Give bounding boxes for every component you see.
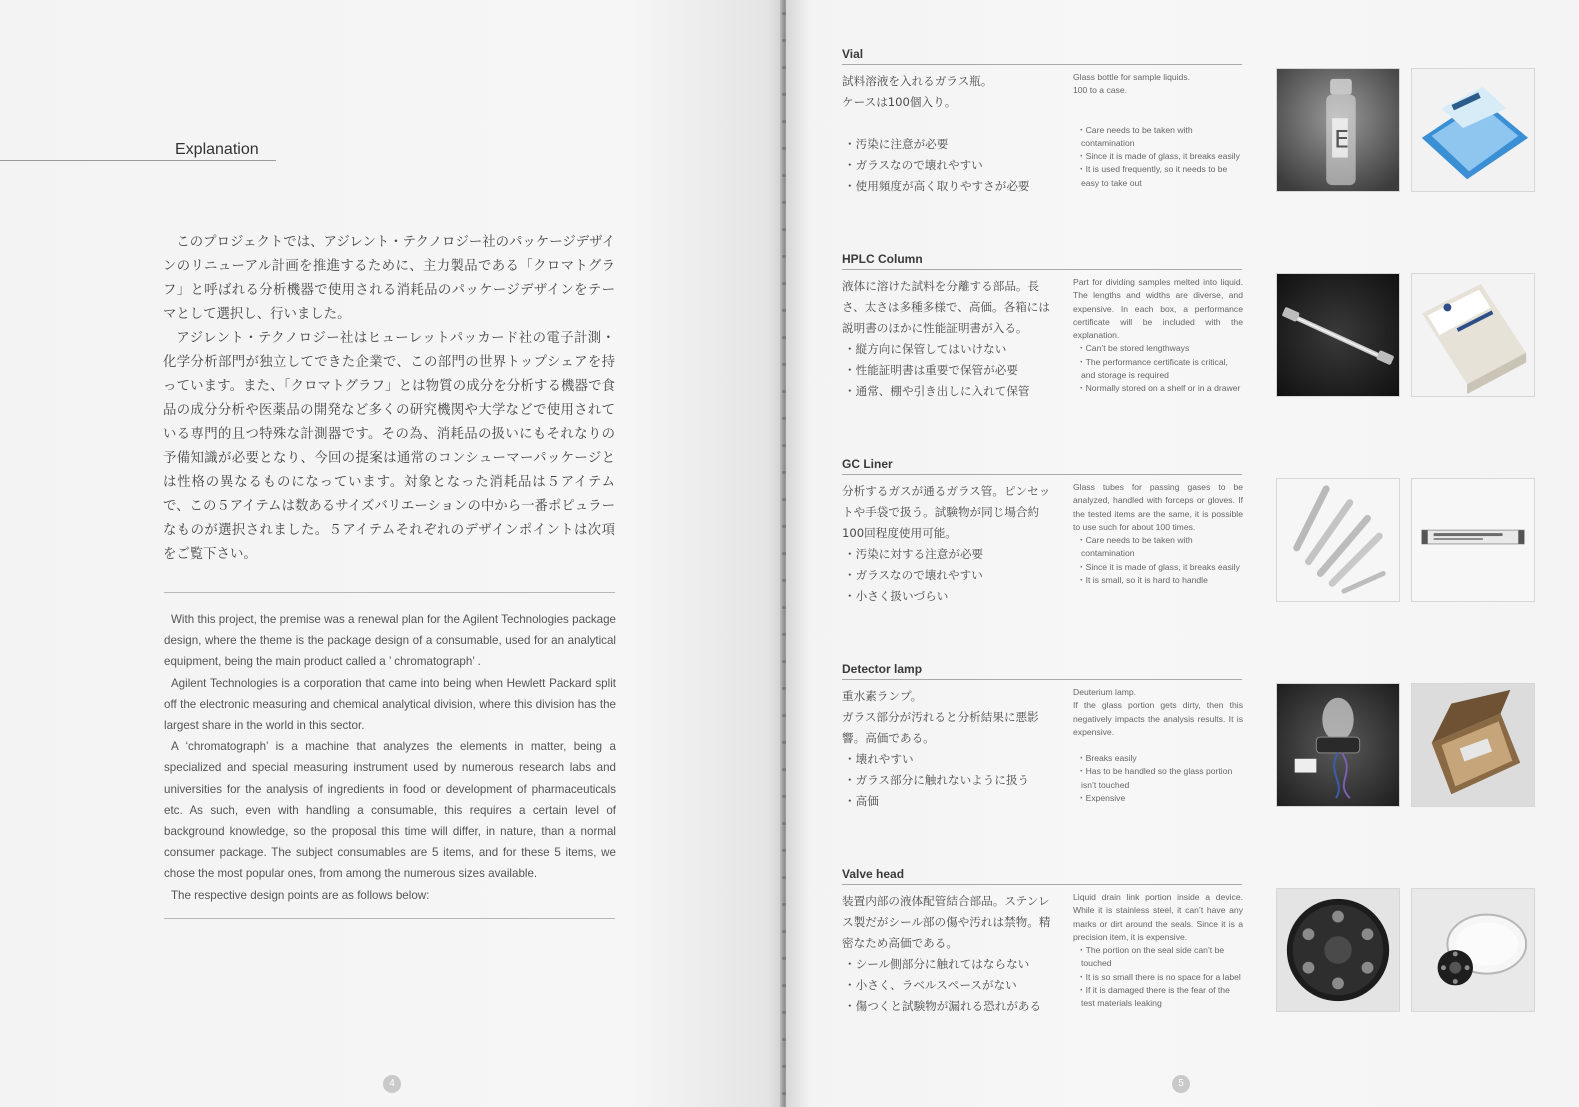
en-desc-line: Deuterium lamp. (1073, 687, 1137, 697)
vial-case-photo (1411, 68, 1535, 192)
en-paragraph: A ‘chromatograph’ is a machine that analyzes the elements in matter, being a specialized and special measuring instrument used by numerous research labs and universities for the analysis of ingredients in food or development of pharmaceuticals etc. As such, even with handling a consumable, this requires a certain level of background knowledge, so the proposal this time will differ, in nature, than a normal consumer package. The subject consumables are 5 items, and for these 5 items, we chose the most popular ones, from among the numerous sizes available. (164, 740, 616, 881)
divider-bottom (164, 918, 615, 919)
en-point: ・Care needs to be taken with contamination (1077, 124, 1193, 148)
valve-head-case-photo (1411, 888, 1535, 1012)
section-heading: Explanation (175, 141, 259, 158)
item-japanese-text (842, 481, 1052, 607)
item-gc-liner (842, 457, 1542, 647)
jp-desc-line: 重水素ランプ。 (842, 689, 923, 703)
en-desc-line: Part for dividing samples melted into liquid. The lengths and widths are diverse, and expensive. In each box, a performance certificate will be included with the explanation. (1073, 277, 1243, 341)
item-japanese-text (842, 71, 1052, 197)
item-japanese-text (842, 686, 1052, 812)
valve-head-photo (1276, 888, 1400, 1012)
en-point: ・Expensive (1077, 793, 1126, 804)
divider-top (164, 592, 615, 593)
jp-desc-line: 分析するガスが通るガラス管。ピンセットや手袋で扱う。試験物が同じ場合約100回程度使用可能。 (842, 484, 1051, 540)
jp-desc-line: 液体に溶けた試料を分離する部品。長さ、太さは多種多様で、高価。各箱には説明書のほかに性能証明書が入る。 (842, 279, 1050, 335)
jp-point: ・壊れやすい (844, 752, 914, 766)
en-point: ・If it is damaged there is the fear of the test materials leaking (1077, 985, 1230, 1009)
vial-bottle-photo (1276, 68, 1400, 192)
jp-paragraph: アジレント・テクノロジー社はヒューレットパッカード社の電子計測・化学分析部門が独立してできた企業で、この部門の世界トップシェアを持っています。また、「クロマトグラフ」とは物質の成分を分析する機器で食品の成分分析や医薬品の開発など多くの研究機関や大学などで使用されている専門的且つ特殊な計測器です。その為、消耗品の扱いにもそれなりの予備知識が必要となり、今回の提案は通常のコンシューマーパッケージとは性格の異なるものになっています。対象となった消耗品は５アイテムで、この５アイテムは数あるサイズバリエーションの中から一番ポピュラーなものが選択されました。５アイテムそれぞれのデザインポイントは次項をご覧下さい。 (163, 331, 615, 562)
left-page (0, 0, 784, 1107)
jp-point: ・ガラスなので壊れやすい (844, 158, 983, 172)
jp-point: ・小さく扱いづらい (844, 589, 949, 603)
en-point: ・Can’t be stored lengthways (1077, 343, 1190, 354)
svg-text:E: E (1334, 125, 1349, 154)
en-point: ・It is used frequently, so it needs to be easy to take out (1077, 164, 1228, 188)
gc-liner-tubes-photo (1276, 478, 1400, 602)
item-english-text (1073, 71, 1243, 190)
item-english-text (1073, 276, 1243, 396)
jp-desc-line: 試料溶液を入れるガラス瓶。 (842, 74, 993, 88)
en-paragraph: Agilent Technologies is a corporation that came into being when Hewlett Packard split off the electronic measuring and chemical analytical division, where this division has the largest share in the world in this sector. (164, 676, 616, 733)
jp-point: ・性能証明書は重要で保管が必要 (844, 363, 1018, 377)
jp-desc-line: ケースは100個入り。 (842, 95, 957, 109)
jp-point: ・高価 (844, 794, 879, 808)
item-vial (842, 47, 1542, 237)
item-japanese-text (842, 891, 1052, 1017)
item-english-text (1073, 686, 1243, 805)
item-rule (842, 679, 1242, 680)
en-point: ・Breaks easily (1077, 753, 1137, 764)
en-desc-line: Glass bottle for sample liquids. (1073, 72, 1191, 82)
item-english-text (1073, 891, 1243, 1011)
item-detector-lamp (842, 662, 1542, 852)
page-number-right: 5 (1172, 1075, 1190, 1093)
en-desc-line: Glass tubes for passing gases to be analyzed, handled with forceps or gloves. If the tested items are the same, it is possible to use such for about 100 times. (1073, 482, 1243, 532)
en-point: ・Care needs to be taken with contamination (1077, 535, 1193, 559)
english-intro (164, 609, 616, 906)
item-title: Valve head (842, 867, 905, 881)
item-rule (842, 884, 1242, 885)
item-japanese-text (842, 276, 1052, 402)
jp-point: ・汚染に注意が必要 (844, 137, 949, 151)
jp-desc-line: 装置内部の液体配管結合部品。ステンレス製だがシール部の傷や汚れは禁物。精密なため高価である。 (842, 894, 1051, 950)
item-valve-head (842, 867, 1542, 1057)
en-point: ・Has to be handled so the glass portion isn’t touched (1077, 766, 1233, 790)
en-point: ・It is small, so it is hard to handle (1077, 575, 1208, 586)
en-paragraph: The respective design points are as follows below: (170, 888, 430, 902)
item-hplc-column (842, 252, 1542, 442)
en-point: ・Since it is made of glass, it breaks easily (1077, 151, 1240, 162)
hplc-column-photo (1276, 273, 1400, 397)
en-desc-line: Liquid drain link portion inside a device. While it is stainless steel, it can’t have any marks or dirt around the seals. Since it is a precision item, it is expensive. (1073, 892, 1243, 942)
item-english-text (1073, 481, 1243, 587)
jp-point: ・汚染に対する注意が必要 (844, 547, 984, 561)
jp-point: ・シール側部分に触れてはならない (844, 957, 1030, 971)
en-point: ・Normally stored on a shelf or in a drawer (1077, 383, 1241, 394)
item-rule (842, 269, 1242, 270)
en-desc-line: If the glass portion gets dirty, then this negatively impacts the analysis results. It is expensive. (1073, 700, 1243, 737)
page-number-left: 4 (383, 1075, 401, 1093)
detector-lamp-box-photo (1411, 683, 1535, 807)
item-title: Vial (842, 47, 864, 61)
jp-point: ・通常、棚や引き出しに入れて保管 (844, 384, 1030, 398)
jp-point: ・傷つくと試験物が漏れる恐れがある (844, 999, 1042, 1013)
item-title: Detector lamp (842, 662, 923, 676)
detector-lamp-photo (1276, 683, 1400, 807)
japanese-intro (163, 231, 615, 567)
en-paragraph: With this project, the premise was a renewal plan for the Agilent Technologies package design, where the theme is the package design of a consumable, used for an analytical equipment, being the main product called a ’ chromatograph’ . (164, 613, 616, 669)
jp-point: ・小さく、ラベルスペースがない (844, 978, 1017, 992)
heading-rule (0, 160, 276, 161)
item-rule (842, 474, 1242, 475)
en-point: ・Since it is made of glass, it breaks easily (1077, 561, 1240, 572)
item-rule (842, 64, 1242, 65)
en-point: ・It is so small there is no space for a label (1077, 971, 1241, 982)
jp-point: ・使用頻度が高く取りやすさが必要 (844, 179, 1030, 193)
jp-paragraph: このプロジェクトでは、アジレント・テクノロジー社のパッケージデザインのリニューアル計画を推進するために、主力製品である「クロマトグラフ」と呼ばれる分析機器で使用される消耗品のパッケージデザインをテーマとして選択し、行いました。 (163, 235, 615, 322)
item-title: HPLC Column (842, 252, 923, 266)
jp-point: ・縦方向に保管してはいけない (844, 342, 1007, 356)
item-title: GC Liner (842, 457, 893, 471)
en-point: ・The performance certificate is critical, and storage is required (1077, 356, 1228, 381)
jp-point: ・ガラス部分に触れないように扱う (844, 773, 1030, 787)
hplc-column-box-photo (1411, 273, 1535, 397)
gc-liner-package-photo (1411, 478, 1535, 602)
jp-point: ・ガラスなので壊れやすい (844, 568, 983, 582)
en-point: ・The portion on the seal side can’t be touched (1077, 945, 1225, 969)
jp-desc-line: ガラス部分が汚れると分析結果に悪影響。高価である。 (842, 710, 1039, 745)
en-desc-line: 100 to a case. (1073, 85, 1127, 96)
